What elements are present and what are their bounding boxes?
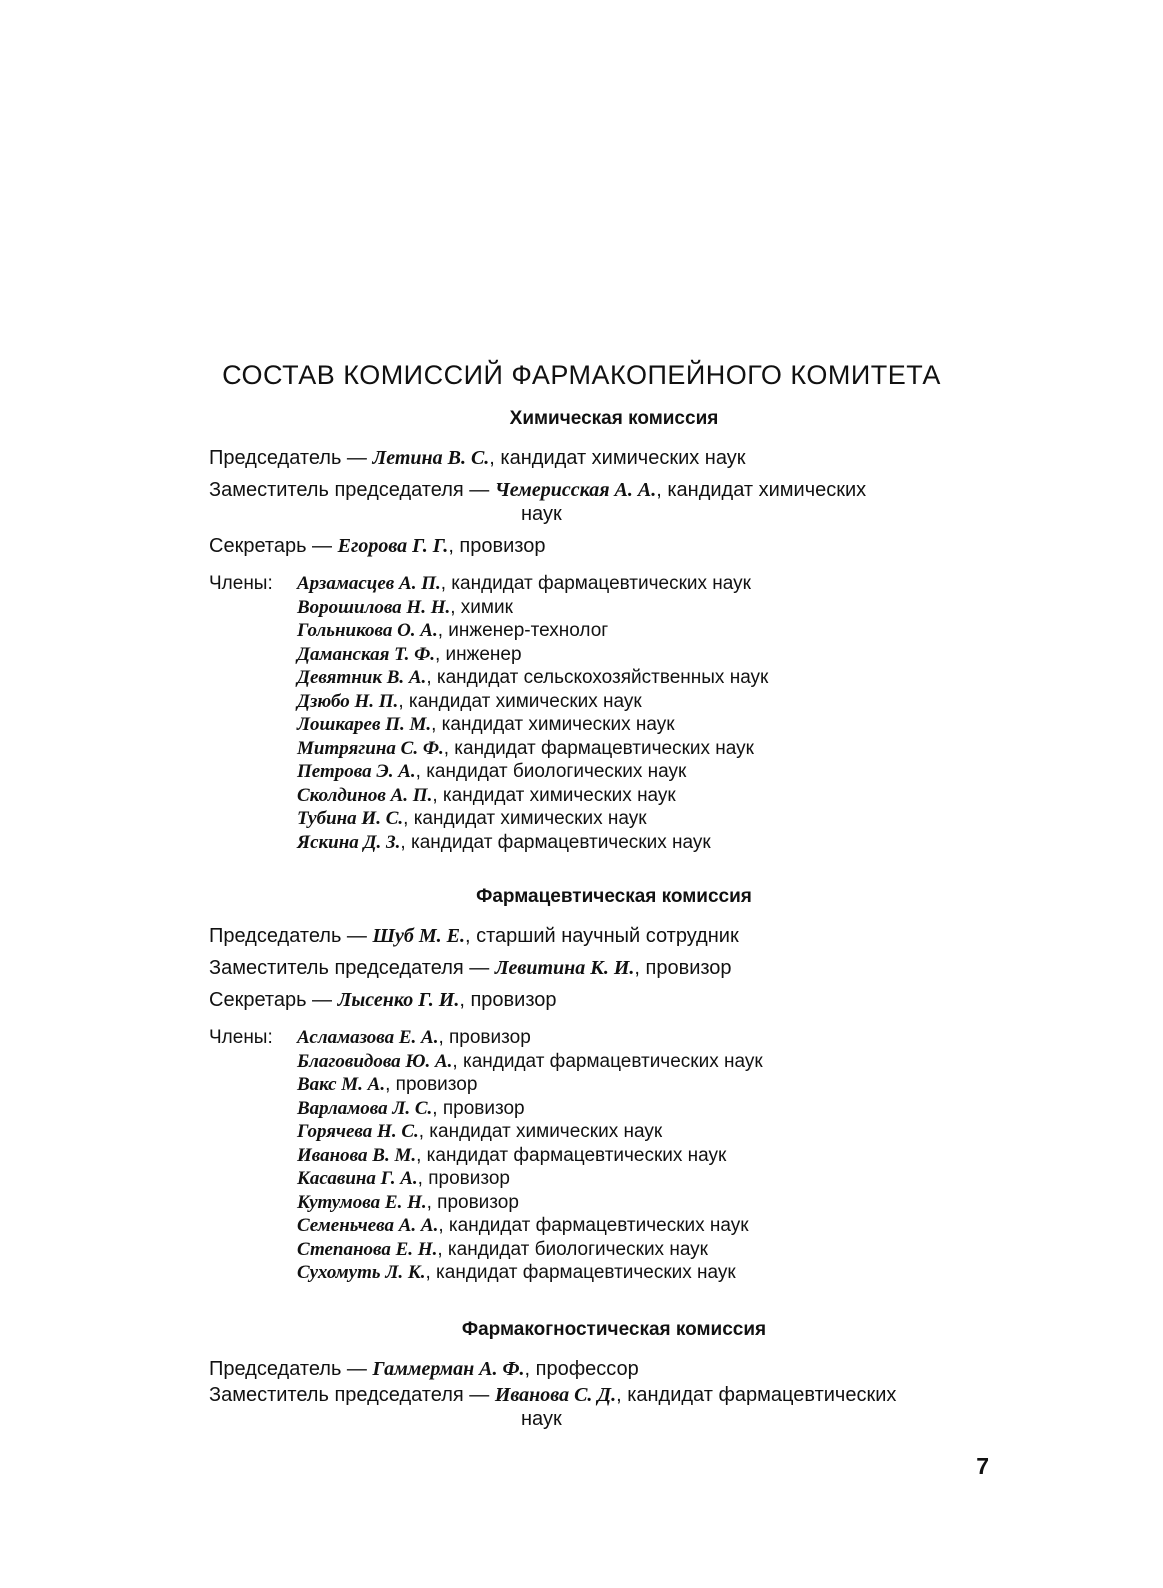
person-name: Девятник В. А. bbox=[297, 667, 427, 688]
secretary-line bbox=[209, 534, 999, 558]
member-item bbox=[297, 713, 768, 737]
person-name: Даманская Т. Ф. bbox=[297, 643, 435, 665]
person-title: , профессор bbox=[524, 1358, 639, 1380]
member-item bbox=[297, 737, 768, 761]
member-item bbox=[297, 831, 768, 855]
pharmacognostic-commission bbox=[209, 1319, 999, 1439]
member-item bbox=[297, 1214, 763, 1238]
person-title: , провизор bbox=[432, 1097, 525, 1119]
chair-line bbox=[209, 924, 999, 948]
person-title-continued: наук bbox=[521, 1408, 562, 1430]
person-name: Иванова С. Д. bbox=[494, 1384, 617, 1406]
person-title: , кандидат фармацевтических наук bbox=[440, 573, 751, 594]
chemical-commission bbox=[209, 408, 999, 854]
role-label: Заместитель председателя — bbox=[209, 957, 495, 979]
person-name: Шуб М. Е. bbox=[372, 925, 465, 947]
member-item bbox=[297, 1120, 763, 1144]
person-name: Левитина К. И. bbox=[494, 957, 635, 979]
person-title: , кандидат фармацевтических bbox=[616, 1384, 897, 1406]
role-label: Председатель — bbox=[209, 925, 373, 947]
person-name: Летина В. С. bbox=[372, 447, 490, 469]
person-title: , кандидат биологических наук bbox=[437, 1238, 708, 1260]
member-item bbox=[297, 666, 768, 690]
role-label: Заместитель председателя — bbox=[209, 479, 495, 501]
role-label: Председатель — bbox=[209, 1358, 373, 1380]
person-name: Гаммерман А. Ф. bbox=[372, 1358, 525, 1380]
person-title: , инженер bbox=[434, 643, 522, 665]
person-name: Семеньчева А. А. bbox=[297, 1215, 439, 1236]
person-title: , старший научный сотрудник bbox=[465, 925, 739, 947]
person-title: , кандидат химических наук bbox=[418, 1121, 663, 1142]
members-block bbox=[209, 1026, 999, 1285]
person-name: Петрова Э. А. bbox=[297, 761, 416, 782]
member-item bbox=[297, 784, 768, 808]
person-name: Иванова В. М. bbox=[297, 1144, 417, 1166]
role-label: Секретарь — bbox=[209, 535, 338, 557]
person-title: , провизор bbox=[459, 989, 557, 1011]
member-item bbox=[297, 596, 768, 620]
person-title: , кандидат фармацевтических наук bbox=[416, 1144, 727, 1166]
person-name: Яскина Д. З. bbox=[297, 831, 401, 853]
secretary-line bbox=[209, 988, 999, 1012]
person-title: , провизор bbox=[438, 1027, 531, 1048]
person-title: , провизор bbox=[634, 957, 732, 979]
page-number: 7 bbox=[976, 1453, 989, 1479]
member-item bbox=[297, 690, 768, 714]
member-item bbox=[297, 1026, 763, 1050]
person-name: Тубина И. С. bbox=[297, 808, 404, 829]
person-title: , провизор bbox=[417, 1168, 510, 1189]
member-item bbox=[297, 1050, 763, 1074]
person-title: , провизор bbox=[426, 1191, 519, 1213]
person-name: Арзамасцев А. П. bbox=[297, 573, 441, 594]
member-item bbox=[297, 807, 768, 831]
person-title: , инженер-технолог bbox=[437, 620, 609, 641]
deputy-line bbox=[209, 478, 999, 526]
person-title: , кандидат биологических наук bbox=[415, 761, 687, 782]
role-label: Председатель — bbox=[209, 447, 373, 469]
member-item bbox=[297, 643, 768, 667]
person-name: Дзюбо Н. П. bbox=[297, 690, 399, 712]
person-title: , химик bbox=[450, 596, 513, 618]
person-name: Кутумова Е. Н. bbox=[297, 1191, 427, 1213]
chair-line bbox=[209, 446, 999, 470]
section-heading: Фармацевтическая комиссия bbox=[476, 886, 752, 907]
person-name: Горячева Н. С. bbox=[297, 1121, 419, 1142]
member-item bbox=[297, 1097, 763, 1121]
member-item bbox=[297, 619, 768, 643]
person-title: , кандидат фармацевтических наук bbox=[452, 1050, 763, 1072]
role-label: Заместитель председателя — bbox=[209, 1384, 495, 1406]
person-title: , кандидат сельскохозяйственных наук bbox=[426, 667, 769, 688]
person-title: , провизор bbox=[385, 1074, 478, 1095]
person-name: Сколдинов А. П. bbox=[297, 784, 433, 806]
page-title: СОСТАВ КОМИССИЙ ФАРМАКОПЕЙНОГО КОМИТЕТА bbox=[222, 360, 941, 391]
person-title: , провизор bbox=[448, 535, 546, 557]
person-name: Степанова Е. Н. bbox=[297, 1238, 438, 1260]
person-name: Сухомуть Л. К. bbox=[297, 1262, 426, 1283]
person-title: , кандидат фармацевтических наук bbox=[438, 1215, 749, 1236]
member-item bbox=[297, 1167, 763, 1191]
members-label: Члены: bbox=[209, 1027, 273, 1048]
person-name: Митрягина С. Ф. bbox=[297, 737, 444, 759]
person-title: , кандидат химических наук bbox=[432, 784, 676, 806]
person-name: Асламазова Е. А. bbox=[297, 1027, 439, 1048]
section-heading: Фармакогностическая комиссия bbox=[461, 1319, 767, 1340]
person-name: Чемерисская А. А. bbox=[494, 479, 657, 501]
person-name: Лысенко Г. И. bbox=[337, 989, 460, 1011]
person-title: , кандидат химических наук bbox=[431, 714, 675, 735]
person-name: Лошкарев П. М. bbox=[297, 714, 432, 735]
person-name: Касавина Г. А. bbox=[297, 1168, 418, 1189]
person-name: Благовидова Ю. А. bbox=[297, 1050, 453, 1072]
member-item bbox=[297, 572, 768, 596]
member-item bbox=[297, 760, 768, 784]
person-name: Егорова Г. Г. bbox=[337, 535, 449, 557]
person-name: Гольникова О. А. bbox=[297, 620, 438, 641]
member-item bbox=[297, 1073, 763, 1097]
person-title: , кандидат химических bbox=[656, 479, 867, 501]
members-label: Члены: bbox=[209, 573, 273, 594]
person-title: , кандидат фармацевтических наук bbox=[400, 831, 711, 853]
member-item bbox=[297, 1261, 763, 1285]
person-title: , кандидат фармацевтических наук bbox=[425, 1262, 736, 1283]
members-block bbox=[209, 572, 999, 854]
person-name: Варламова Л. С. bbox=[297, 1097, 433, 1119]
deputy-line bbox=[209, 1383, 999, 1431]
person-name: Ворошилова Н. Н. bbox=[297, 596, 451, 618]
person-title: , кандидат химических наук bbox=[403, 808, 647, 829]
deputy-line bbox=[209, 956, 999, 980]
member-item bbox=[297, 1238, 763, 1262]
chair-line bbox=[209, 1357, 999, 1381]
person-title: , кандидат химических наук bbox=[398, 690, 642, 712]
role-label: Секретарь — bbox=[209, 989, 338, 1011]
members-list bbox=[297, 1026, 763, 1285]
person-title-continued: наук bbox=[521, 503, 562, 525]
members-list bbox=[297, 572, 768, 854]
person-title: , кандидат фармацевтических наук bbox=[443, 737, 754, 759]
member-item bbox=[297, 1191, 763, 1215]
pharmaceutical-commission bbox=[209, 886, 999, 1285]
member-item bbox=[297, 1144, 763, 1168]
person-name: Вакс М. А. bbox=[297, 1074, 386, 1095]
section-heading: Химическая комиссия bbox=[509, 408, 719, 429]
person-title: , кандидат химических наук bbox=[489, 447, 746, 469]
